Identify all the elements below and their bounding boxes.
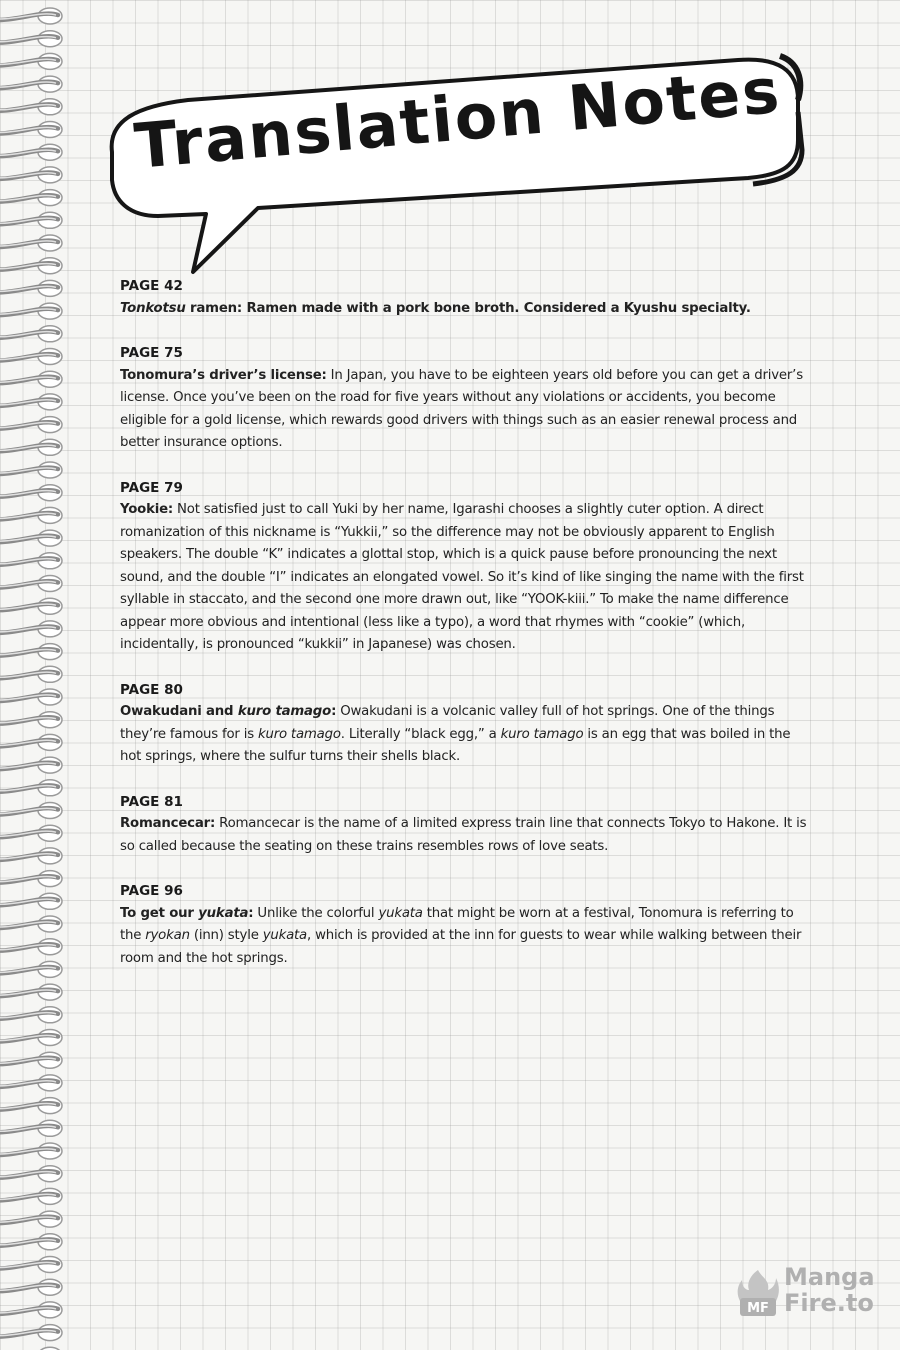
note-text-segment: is an egg that was boiled in the hot springs, where the sulfur turns their shells black. bbox=[120, 726, 791, 764]
note-text bbox=[120, 365, 810, 455]
flame-mf-logo-icon bbox=[736, 1268, 780, 1318]
note-text bbox=[120, 813, 810, 858]
note-text-segment: : bbox=[331, 704, 337, 719]
note-text-segment: Owakudani and bbox=[120, 704, 238, 719]
note-text-segment: Romancecar: bbox=[120, 816, 216, 831]
note-text-segment: Unlike the colorful bbox=[253, 905, 379, 921]
note-text-segment: that might be worn at a festival, Tonomura is referring to the bbox=[120, 905, 794, 943]
note-page-label: PAGE 80 bbox=[120, 681, 183, 698]
note-entry bbox=[120, 342, 810, 455]
watermark-line1: Manga bbox=[784, 1263, 875, 1291]
note-text-segment: Tonkotsu bbox=[120, 300, 186, 316]
note-text-segment: Owakudani is a volcanic valley full of hot springs. One of the things they’re famous for is bbox=[120, 704, 775, 742]
note-text bbox=[120, 499, 810, 657]
note-text-segment: Not satisfied just to call Yuki by her name, Igarashi chooses a slightly cuter option. A direct romanization of this nickname is “Yukkii,” so the difference may not be obviously apparent to English speakers. The double “K” indicates a glottal stop, which is a quick pause before pronouncing the next sound, and the double “I” indicates an elongated vowel. So it’s kind of like singing the name with the first syllable in staccato, and the second one more drawn out, like “YOOK-kiii.” To make the name difference appear more obvious and intentional (less like a typo), a word that rhymes with “cookie” (which, incidentally, is pronounced “kukkii” in Japanese) was chosen. bbox=[120, 502, 804, 652]
note-text-segment: ryokan bbox=[145, 928, 190, 943]
note-page-label: PAGE 81 bbox=[120, 793, 183, 810]
note-text bbox=[120, 903, 810, 971]
note-text-segment: To get our bbox=[120, 905, 199, 921]
translation-notes-list bbox=[120, 275, 810, 992]
note-entry bbox=[120, 880, 810, 970]
note-text-segment: Ramen made with a pork bone broth. Considered a Kyushu specialty. bbox=[242, 300, 751, 316]
svg-text:MF: MF bbox=[747, 1301, 769, 1316]
watermark-line2: Fire.to bbox=[784, 1289, 874, 1317]
note-entry bbox=[120, 791, 810, 859]
note-page-label: PAGE 79 bbox=[120, 479, 183, 496]
note-page-label: PAGE 42 bbox=[120, 278, 183, 294]
note-text-segment: Romancecar is the name of a limited express train line that connects Tokyo to Hakone. It is so called because the seating on these trains resembles rows of love seats. bbox=[120, 816, 807, 854]
note-text-segment: yukata bbox=[198, 905, 249, 921]
note-text-segment: ramen: bbox=[185, 300, 243, 316]
note-text-segment: . Literally “black egg,” a bbox=[340, 726, 501, 742]
spiral-binding bbox=[0, 0, 80, 1350]
note-text-segment: kuro tamago bbox=[500, 726, 584, 742]
note-text-segment: kuro tamago bbox=[257, 726, 341, 742]
note-entry bbox=[120, 275, 810, 320]
note-text-segment: yukata bbox=[262, 928, 308, 943]
note-entry bbox=[120, 477, 810, 657]
watermark-logo bbox=[736, 1264, 886, 1324]
watermark-text bbox=[784, 1264, 875, 1316]
note-text-segment: (inn) style bbox=[189, 928, 263, 943]
page-title: Translation Notes bbox=[131, 53, 784, 184]
note-text-segment: kuro tamago bbox=[237, 704, 332, 719]
note-page-label: PAGE 75 bbox=[120, 345, 183, 361]
note-entry bbox=[120, 679, 810, 769]
note-text-segment: yukata bbox=[378, 905, 423, 921]
note-text bbox=[120, 701, 810, 769]
note-text-segment: In Japan, you have to be eighteen years old before you can get a driver’s license. Once you’ve been on the road for five years without any violations or accidents, you become eligible for a gold license, which rewards good drivers with things such as an easier renewal process and better insurance options. bbox=[120, 367, 803, 450]
note-text-segment: , which is provided at the inn for guests to wear while walking between their room and the hot springs. bbox=[120, 928, 802, 966]
note-page-label: PAGE 96 bbox=[120, 883, 183, 899]
note-text-segment: Tonomura’s driver’s license: bbox=[120, 367, 327, 383]
note-text bbox=[120, 298, 810, 321]
note-text-segment: Yookie: bbox=[120, 502, 174, 517]
note-text-segment: : bbox=[248, 905, 254, 921]
